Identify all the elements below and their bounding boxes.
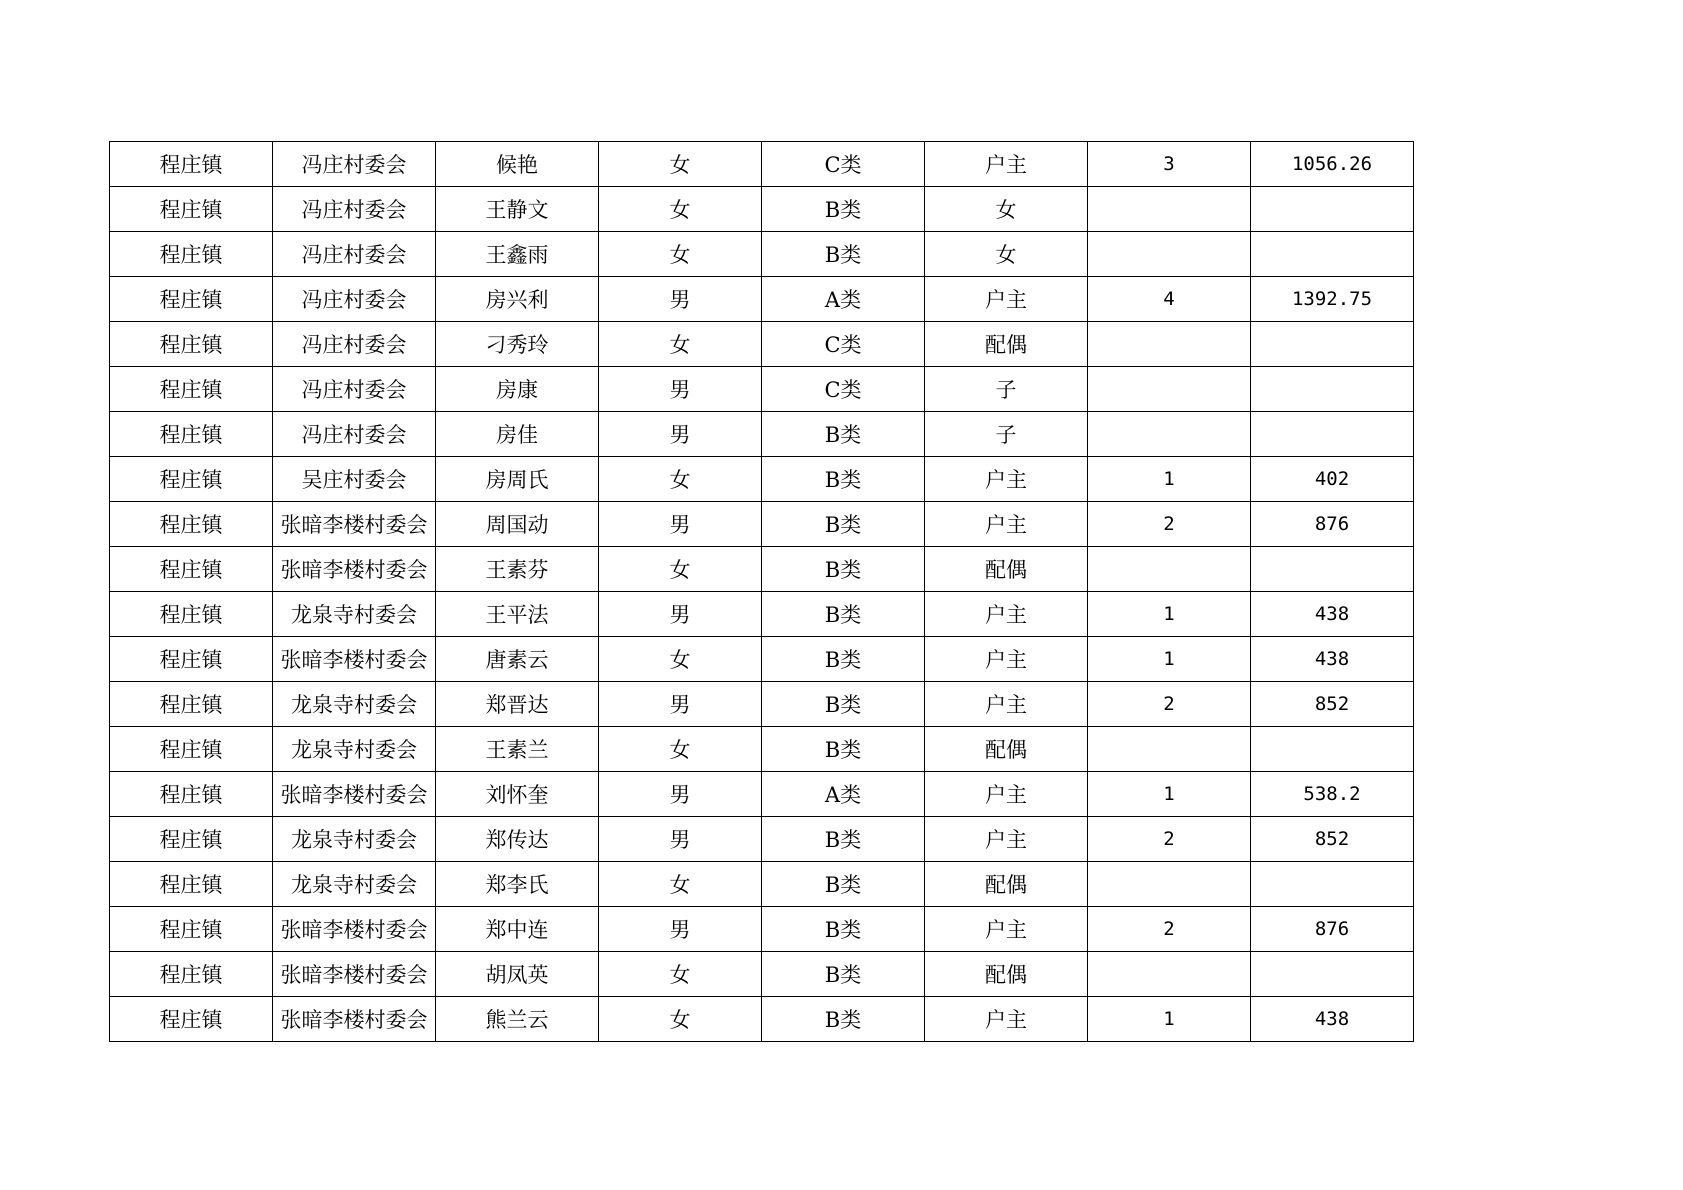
name-cell: 候艳 [436, 142, 599, 187]
gender-cell: 男 [599, 412, 762, 457]
name-cell: 王静文 [436, 187, 599, 232]
village-committee-cell: 张暗李楼村委会 [273, 952, 436, 997]
town-cell: 程庄镇 [110, 142, 273, 187]
household-size-cell: 1 [1088, 457, 1251, 502]
relation-cell: 子 [925, 412, 1088, 457]
gender-cell: 女 [599, 637, 762, 682]
gender-cell: 男 [599, 772, 762, 817]
table-row [110, 592, 1414, 637]
gender-cell: 女 [599, 952, 762, 997]
household-size-cell [1088, 412, 1251, 457]
table-row [110, 997, 1414, 1042]
category-cell: B类 [762, 997, 925, 1042]
household-size-cell: 1 [1088, 637, 1251, 682]
town-cell: 程庄镇 [110, 457, 273, 502]
relation-cell: 配偶 [925, 547, 1088, 592]
amount-cell: 876 [1251, 502, 1414, 547]
town-cell: 程庄镇 [110, 907, 273, 952]
category-cell: B类 [762, 232, 925, 277]
name-cell: 王素芬 [436, 547, 599, 592]
table-row [110, 187, 1414, 232]
town-cell: 程庄镇 [110, 367, 273, 412]
gender-cell: 女 [599, 862, 762, 907]
town-cell: 程庄镇 [110, 277, 273, 322]
category-cell: A类 [762, 277, 925, 322]
relation-cell: 配偶 [925, 727, 1088, 772]
category-cell: C类 [762, 322, 925, 367]
household-size-cell [1088, 952, 1251, 997]
village-committee-cell: 冯庄村委会 [273, 142, 436, 187]
relation-cell: 配偶 [925, 322, 1088, 367]
relation-cell: 子 [925, 367, 1088, 412]
table-row [110, 862, 1414, 907]
village-committee-cell: 张暗李楼村委会 [273, 637, 436, 682]
gender-cell: 女 [599, 142, 762, 187]
relation-cell: 女 [925, 232, 1088, 277]
village-committee-cell: 张暗李楼村委会 [273, 502, 436, 547]
table-row [110, 952, 1414, 997]
gender-cell: 女 [599, 187, 762, 232]
household-size-cell: 2 [1088, 682, 1251, 727]
village-committee-cell: 张暗李楼村委会 [273, 547, 436, 592]
relation-cell: 户主 [925, 637, 1088, 682]
town-cell: 程庄镇 [110, 682, 273, 727]
table-row [110, 277, 1414, 322]
village-committee-cell: 冯庄村委会 [273, 322, 436, 367]
village-committee-cell: 吴庄村委会 [273, 457, 436, 502]
household-size-cell: 1 [1088, 997, 1251, 1042]
town-cell: 程庄镇 [110, 187, 273, 232]
town-cell: 程庄镇 [110, 592, 273, 637]
household-size-cell: 2 [1088, 907, 1251, 952]
name-cell: 郑李氏 [436, 862, 599, 907]
household-size-cell: 3 [1088, 142, 1251, 187]
relation-cell: 户主 [925, 907, 1088, 952]
amount-cell [1251, 862, 1414, 907]
category-cell: B类 [762, 952, 925, 997]
gender-cell: 男 [599, 367, 762, 412]
amount-cell [1251, 952, 1414, 997]
name-cell: 王平法 [436, 592, 599, 637]
town-cell: 程庄镇 [110, 502, 273, 547]
gender-cell: 女 [599, 457, 762, 502]
category-cell: B类 [762, 502, 925, 547]
village-committee-cell: 龙泉寺村委会 [273, 727, 436, 772]
household-size-cell [1088, 232, 1251, 277]
amount-cell: 1056.26 [1251, 142, 1414, 187]
household-size-cell [1088, 322, 1251, 367]
household-size-cell: 1 [1088, 592, 1251, 637]
name-cell: 房周氏 [436, 457, 599, 502]
amount-cell: 876 [1251, 907, 1414, 952]
relation-cell: 女 [925, 187, 1088, 232]
amount-cell: 438 [1251, 592, 1414, 637]
gender-cell: 男 [599, 277, 762, 322]
town-cell: 程庄镇 [110, 322, 273, 367]
relation-cell: 配偶 [925, 862, 1088, 907]
category-cell: B类 [762, 187, 925, 232]
household-size-cell [1088, 547, 1251, 592]
table-row [110, 412, 1414, 457]
amount-cell [1251, 322, 1414, 367]
amount-cell: 402 [1251, 457, 1414, 502]
household-size-cell: 2 [1088, 502, 1251, 547]
gender-cell: 女 [599, 232, 762, 277]
table-row [110, 817, 1414, 862]
village-committee-cell: 龙泉寺村委会 [273, 592, 436, 637]
category-cell: C类 [762, 367, 925, 412]
relation-cell: 户主 [925, 817, 1088, 862]
town-cell: 程庄镇 [110, 412, 273, 457]
table-row [110, 907, 1414, 952]
name-cell: 王鑫雨 [436, 232, 599, 277]
table-row [110, 637, 1414, 682]
amount-cell: 438 [1251, 997, 1414, 1042]
table-row [110, 457, 1414, 502]
gender-cell: 男 [599, 592, 762, 637]
village-committee-cell: 冯庄村委会 [273, 412, 436, 457]
category-cell: B类 [762, 727, 925, 772]
table-row [110, 772, 1414, 817]
gender-cell: 女 [599, 727, 762, 772]
name-cell: 郑晋达 [436, 682, 599, 727]
name-cell: 房康 [436, 367, 599, 412]
household-size-cell: 2 [1088, 817, 1251, 862]
name-cell: 周国动 [436, 502, 599, 547]
village-committee-cell: 龙泉寺村委会 [273, 817, 436, 862]
gender-cell: 女 [599, 997, 762, 1042]
amount-cell [1251, 727, 1414, 772]
relation-cell: 户主 [925, 502, 1088, 547]
household-size-cell [1088, 862, 1251, 907]
gender-cell: 男 [599, 907, 762, 952]
category-cell: C类 [762, 142, 925, 187]
gender-cell: 女 [599, 322, 762, 367]
household-size-cell [1088, 187, 1251, 232]
gender-cell: 男 [599, 502, 762, 547]
table-row [110, 682, 1414, 727]
village-committee-cell: 张暗李楼村委会 [273, 772, 436, 817]
village-committee-cell: 龙泉寺村委会 [273, 682, 436, 727]
category-cell: B类 [762, 637, 925, 682]
relation-cell: 配偶 [925, 952, 1088, 997]
table-row [110, 547, 1414, 592]
relation-cell: 户主 [925, 682, 1088, 727]
town-cell: 程庄镇 [110, 862, 273, 907]
table-row [110, 232, 1414, 277]
category-cell: B类 [762, 907, 925, 952]
town-cell: 程庄镇 [110, 727, 273, 772]
amount-cell [1251, 412, 1414, 457]
category-cell: B类 [762, 547, 925, 592]
name-cell: 胡凤英 [436, 952, 599, 997]
data-table [109, 141, 1414, 1042]
relation-cell: 户主 [925, 277, 1088, 322]
table-row [110, 322, 1414, 367]
town-cell: 程庄镇 [110, 547, 273, 592]
name-cell: 刁秀玲 [436, 322, 599, 367]
amount-cell: 1392.75 [1251, 277, 1414, 322]
village-committee-cell: 冯庄村委会 [273, 277, 436, 322]
table-body [110, 142, 1414, 1042]
household-size-cell: 4 [1088, 277, 1251, 322]
name-cell: 郑传达 [436, 817, 599, 862]
amount-cell: 538.2 [1251, 772, 1414, 817]
town-cell: 程庄镇 [110, 637, 273, 682]
town-cell: 程庄镇 [110, 232, 273, 277]
name-cell: 刘怀奎 [436, 772, 599, 817]
gender-cell: 男 [599, 817, 762, 862]
village-committee-cell: 张暗李楼村委会 [273, 907, 436, 952]
relation-cell: 户主 [925, 457, 1088, 502]
amount-cell [1251, 232, 1414, 277]
town-cell: 程庄镇 [110, 997, 273, 1042]
category-cell: B类 [762, 592, 925, 637]
gender-cell: 女 [599, 547, 762, 592]
town-cell: 程庄镇 [110, 817, 273, 862]
household-size-cell [1088, 727, 1251, 772]
category-cell: B类 [762, 862, 925, 907]
name-cell: 熊兰云 [436, 997, 599, 1042]
relation-cell: 户主 [925, 142, 1088, 187]
amount-cell [1251, 367, 1414, 412]
town-cell: 程庄镇 [110, 952, 273, 997]
village-committee-cell: 冯庄村委会 [273, 232, 436, 277]
town-cell: 程庄镇 [110, 772, 273, 817]
relation-cell: 户主 [925, 592, 1088, 637]
name-cell: 唐素云 [436, 637, 599, 682]
table-row [110, 727, 1414, 772]
name-cell: 王素兰 [436, 727, 599, 772]
table-row [110, 367, 1414, 412]
household-size-cell [1088, 367, 1251, 412]
gender-cell: 男 [599, 682, 762, 727]
village-committee-cell: 冯庄村委会 [273, 187, 436, 232]
amount-cell: 438 [1251, 637, 1414, 682]
village-committee-cell: 龙泉寺村委会 [273, 862, 436, 907]
name-cell: 房佳 [436, 412, 599, 457]
table-row [110, 142, 1414, 187]
village-committee-cell: 张暗李楼村委会 [273, 997, 436, 1042]
amount-cell: 852 [1251, 817, 1414, 862]
category-cell: B类 [762, 682, 925, 727]
village-committee-cell: 冯庄村委会 [273, 367, 436, 412]
amount-cell [1251, 187, 1414, 232]
category-cell: B类 [762, 457, 925, 502]
amount-cell: 852 [1251, 682, 1414, 727]
category-cell: B类 [762, 412, 925, 457]
table-row [110, 502, 1414, 547]
category-cell: B类 [762, 817, 925, 862]
relation-cell: 户主 [925, 772, 1088, 817]
relation-cell: 户主 [925, 997, 1088, 1042]
amount-cell [1251, 547, 1414, 592]
name-cell: 郑中连 [436, 907, 599, 952]
name-cell: 房兴利 [436, 277, 599, 322]
household-size-cell: 1 [1088, 772, 1251, 817]
category-cell: A类 [762, 772, 925, 817]
